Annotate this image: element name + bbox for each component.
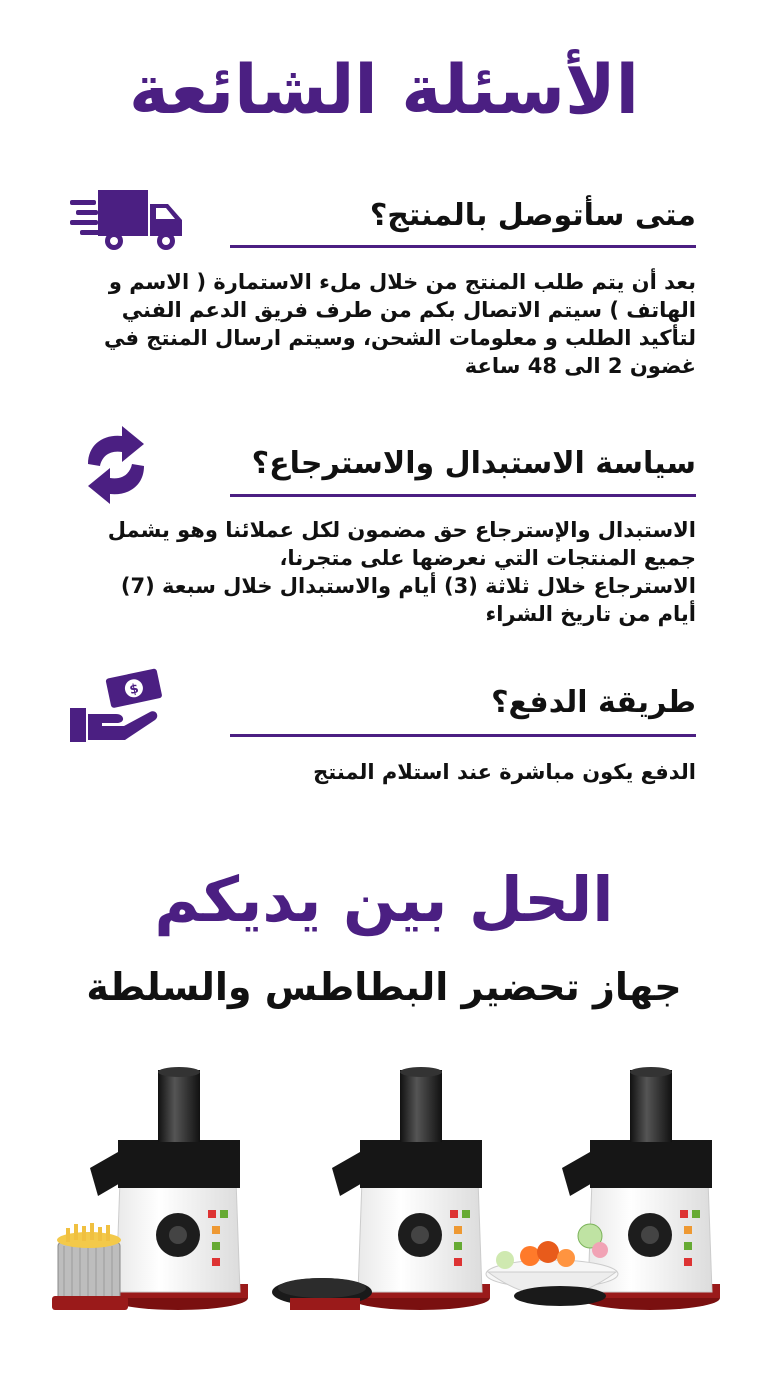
answer-return-policy (76, 516, 696, 628)
faq-title: الأسئلة الشائعة (129, 51, 639, 130)
hand-with-cash-icon (70, 666, 170, 746)
delivery-truck-icon (70, 186, 186, 252)
answer-return-policy-line: الاسترجاع خلال ثلاثة (3) أيام والاستبدال خلال سبعة (7) أيام من تاريخ الشراء (120, 574, 696, 626)
promo-title: الحل بين يديكم (154, 863, 614, 936)
answer-payment: الدفع يكون مباشرة عند استلام المنتج (313, 760, 696, 784)
question-delivery: متى سأتوصل بالمنتج؟ (369, 198, 696, 233)
question-payment: طريقة الدفع؟ (491, 685, 696, 720)
product-images (0, 1060, 768, 1330)
answer-return-policy-line: الاستبدال والإسترجاع حق مضمون لكل عملائنا وهو يشمل جميع المنتجات التي نعرضها على متجرنا، (107, 518, 696, 570)
divider (230, 734, 696, 737)
question-return-policy: سياسة الاستبدال والاسترجاع؟ (251, 446, 696, 481)
answer-delivery: بعد أن يتم طلب المنتج من خلال ملء الاستمارة ( الاسم و الهاتف ) سيتم الاتصال بكم من طرف فريق الدعم الفني لتأكيد الطلب و معلومات الشحن، وسيتم ارسال المنتج في غضون 2 الى 48 ساعة (104, 270, 696, 378)
svg-text:$: $ (128, 681, 141, 699)
exchange-arrows-icon (78, 424, 154, 506)
divider (230, 494, 696, 497)
divider (230, 245, 696, 248)
promo-subtitle: جهاز تحضير البطاطس والسلطة (86, 965, 682, 1009)
